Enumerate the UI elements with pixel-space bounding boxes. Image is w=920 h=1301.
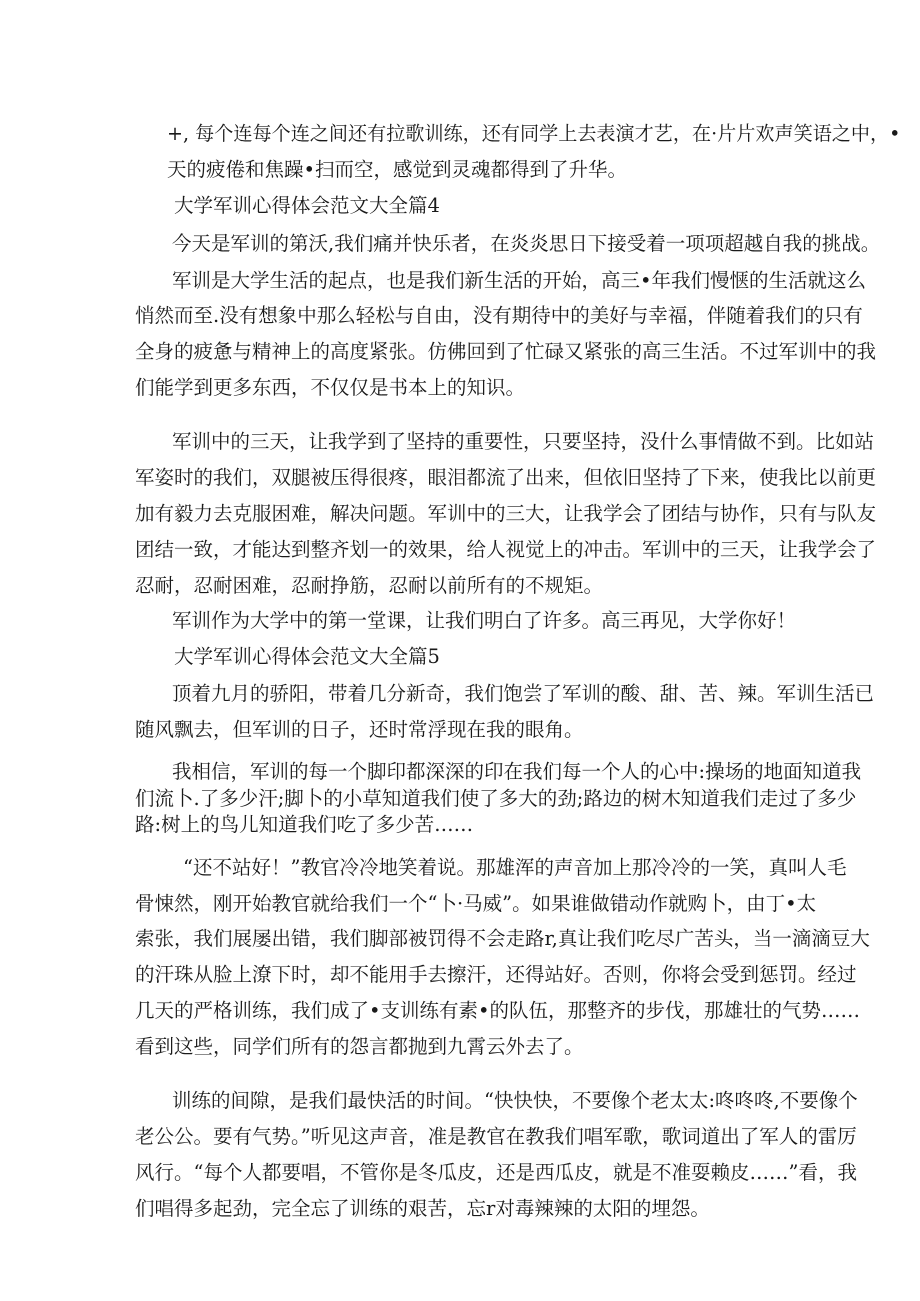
text-line: 军姿时的我们，双腿被压得很疼，眼泪都流了出来，但依旧坚持了下来，使我比以前更	[135, 466, 877, 489]
text-line: 们流卜.了多少汗;脚卜的小草知道我们使了多大的劲;路边的树木知道我们走过了多少	[135, 787, 857, 810]
text-line: 军训是大学生活的起点，也是我们新生活的开始，高三•年我们慢惬的生活就这么	[172, 269, 867, 292]
text-line: 看到这些，同学们所有的怨言都抛到九霄云外去了。	[135, 1035, 584, 1058]
text-line: 顶着九月的骄阳，带着几分新奇，我们饱尝了军训的酸、甜、苦、辣。军训生活已	[172, 682, 875, 705]
section-heading: 大学军训心得体会范文大全篇4	[174, 194, 440, 217]
text-line: 全身的疲惫与精神上的高度紧张。仿佛回到了忙碌又紧张的高三生活。不过军训中的我	[135, 340, 877, 363]
text-line: 风行。“每个人都要唱，不管你是冬瓜皮，还是西瓜皮，就是不准耍赖皮……”看，我	[135, 1161, 857, 1184]
text-line: 的汗珠从脸上潦下时，却不能用手去擦汗，还得站好。否则，你将会受到惩罚。经过	[135, 963, 857, 986]
text-line: 天的疲倦和焦躁•扫而空，感觉到灵魂都得到了升华。	[167, 158, 628, 181]
text-line: 索张，我们展屡出错，我们脚部被罚得不会走路r,真让我们吃尽广苦头，当一滴滴豆大	[135, 927, 870, 950]
text-line: 们能学到更多东西，不仅仅是书本上的知识。	[135, 376, 526, 399]
text-line: 训练的间隙，是我们最快活的时间。“快快快，不要像个老太太:咚咚咚,不要像个	[172, 1089, 858, 1112]
text-line: “还不站好！”教官冷冷地笑着说。那雄浑的声音加上那冷冷的一笑，真叫人毛	[183, 856, 847, 879]
text-line: 们唱得多起劲，完全忘了训练的艰苦，忘r对毒辣辣的太阳的埋怨。	[135, 1197, 710, 1220]
text-line: 军训作为大学中的第一堂课，让我们明白了许多。高三再见，大学你好！	[172, 609, 797, 632]
text-line: 加有毅力去克服困难，解决问题。军训中的三大，让我学会了团结与协作，只有与队友	[135, 502, 877, 525]
text-line: 路:树上的鸟儿知道我们吃了多少苦……	[135, 813, 474, 836]
text-line: 忍耐，忍耐困难，忍耐挣筋，忍耐以前所有的不规矩。	[135, 574, 604, 597]
section-heading: 大学军训心得体会范文大全篇5	[174, 645, 440, 668]
text-line: 随风飘去，但军训的日子，还时常浮现在我的眼角。	[135, 718, 584, 741]
text-line: 军训中的三天，让我学到了坚持的重要性，只要坚持，没什么事情做不到。比如站	[172, 430, 875, 453]
text-line: 今天是军训的第沃,我们痛并快乐者，在炎炎思日下接受着一项项超越自我的挑战。	[172, 232, 881, 255]
text-line: +, 每个连每个连之间还有拉歌训练，还有同学上去表演才艺，在·片片欢声笑语之中，•	[167, 122, 901, 145]
text-line: 团结一致，才能达到整齐划一的效果，给人视觉上的冲击。军训中的三天，让我学会了	[135, 538, 877, 561]
text-line: 悄然而至.没有想象中那么轻松与自由，没有期待中的美好与幸福，伴随着我们的只有	[135, 304, 863, 327]
text-line: 老公公。要有气势。”听见这声音，准是教官在教我们唱军歌，歌词道出了军人的雷厉	[135, 1125, 857, 1148]
text-line: 我相信，军训的每一个脚印都深深的印在我们每一个人的心中:操场的地面知道我	[172, 760, 862, 783]
text-line: 几天的严格训练，我们成了•支训练有素•的队伍，那整齐的步伐，那雄壮的气势……	[135, 999, 861, 1022]
text-line: 骨悚然，刚开始教官就给我们一个“卜·马威”。如果谁做错动作就购卜，由丁•太	[135, 892, 817, 915]
